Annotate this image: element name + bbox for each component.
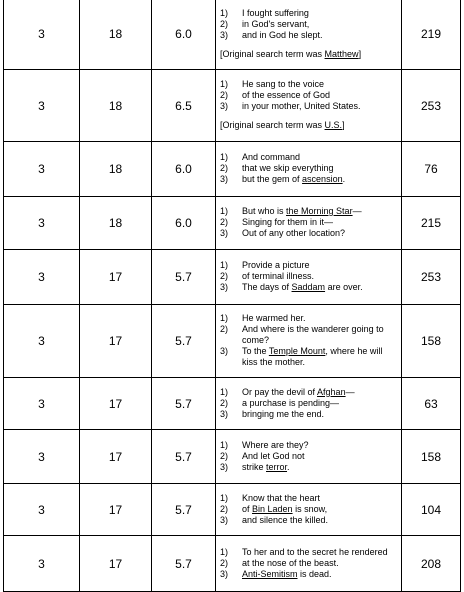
line-text: . — [342, 174, 346, 184]
poem-cell — [216, 197, 402, 250]
poem-line — [220, 163, 397, 174]
line-text: But who is — [242, 206, 287, 216]
cell-c2: 17 — [80, 250, 152, 305]
poem-cell — [216, 305, 402, 378]
line-text: He sang to the voice — [242, 79, 325, 89]
line-text: in God's servant, — [242, 18, 310, 29]
line-text: but the gem of — [242, 174, 303, 184]
cell-c3: 6.0 — [152, 0, 216, 70]
line-text: Where are they? — [242, 439, 309, 450]
poem-cell — [216, 430, 402, 484]
line-number: 2) — [220, 271, 229, 281]
line-number: 3) — [220, 282, 229, 292]
line-text: are over. — [325, 282, 363, 292]
line-text: And let God not — [242, 450, 305, 461]
poem-line — [220, 504, 397, 515]
line-number: 1) — [220, 386, 229, 397]
line-text: a purchase is pending— — [242, 397, 340, 408]
cell-c5: 76 — [402, 142, 461, 197]
cell-c1: 3 — [4, 197, 80, 250]
line-text: I fought suffering — [242, 7, 309, 18]
cell-c2: 18 — [80, 0, 152, 70]
cell-c5: 215 — [402, 197, 461, 250]
search-term: Temple Mount — [268, 346, 326, 356]
line-number: 1) — [220, 206, 229, 216]
cell-c1: 3 — [4, 536, 80, 592]
line-number: 3) — [220, 101, 229, 111]
cell-c3: 5.7 — [152, 430, 216, 484]
line-number: 2) — [220, 90, 229, 100]
table-row — [4, 484, 461, 536]
line-text: and silence the killed. — [242, 514, 329, 525]
search-term: Saddam — [291, 282, 326, 292]
original-search-note — [220, 49, 397, 60]
table-row — [4, 70, 461, 142]
line-number: 3) — [220, 228, 229, 238]
poem-line — [220, 101, 397, 112]
poem-line — [220, 90, 397, 101]
cell-c5: 219 — [402, 0, 461, 70]
cell-c2: 17 — [80, 430, 152, 484]
poem-line — [220, 515, 397, 526]
line-text: Know that the heart — [242, 492, 321, 503]
original-search-note — [220, 120, 397, 131]
line-text: is dead. — [297, 568, 332, 579]
cell-c2: 17 — [80, 305, 152, 378]
line-text: And command — [242, 152, 301, 162]
line-number: 1) — [220, 79, 229, 89]
line-text: is snow, — [292, 503, 328, 514]
poem-line — [220, 260, 397, 271]
line-number: 2) — [220, 217, 229, 227]
poem-line — [220, 206, 397, 217]
line-text: of terminal illness. — [242, 271, 315, 281]
line-text: — — [352, 206, 362, 216]
poem-line — [220, 324, 397, 346]
poem-cell — [216, 70, 402, 142]
cell-c3: 5.7 — [152, 378, 216, 430]
line-text: Out of any other location? — [242, 228, 346, 238]
search-term: the Morning Star — [286, 206, 353, 216]
poem-line — [220, 451, 397, 462]
results-table — [3, 0, 461, 592]
poem-line — [220, 558, 397, 569]
poem-line — [220, 30, 397, 41]
cell-c2: 17 — [80, 484, 152, 536]
cell-c3: 5.7 — [152, 536, 216, 592]
cell-c1: 3 — [4, 142, 80, 197]
line-number: 1) — [220, 439, 229, 450]
line-number: 2) — [220, 397, 229, 408]
table-row — [4, 250, 461, 305]
line-text: To her and to the secret he rendered — [242, 546, 388, 557]
line-number: 1) — [220, 546, 229, 557]
original-term: Matthew — [324, 48, 359, 59]
poem-cell — [216, 378, 402, 430]
line-text: , where he will kiss the mother. — [242, 346, 383, 367]
cell-c3: 5.7 — [152, 305, 216, 378]
line-number: 3) — [220, 174, 229, 184]
table-row — [4, 305, 461, 378]
poem-cell — [216, 250, 402, 305]
cell-c3: 5.7 — [152, 484, 216, 536]
table-row — [4, 536, 461, 592]
cell-c1: 3 — [4, 70, 80, 142]
line-number: 2) — [220, 163, 229, 173]
table-row — [4, 142, 461, 197]
cell-c2: 17 — [80, 378, 152, 430]
line-text: in your mother, United States. — [242, 101, 361, 111]
line-text: To the — [242, 346, 269, 356]
poem-cell — [216, 536, 402, 592]
cell-c5: 253 — [402, 70, 461, 142]
poem-line — [220, 398, 397, 409]
cell-c5: 158 — [402, 430, 461, 484]
cell-c2: 18 — [80, 142, 152, 197]
cell-c2: 18 — [80, 70, 152, 142]
poem-line — [220, 569, 397, 580]
line-text: of — [242, 503, 253, 514]
line-text: . — [287, 461, 290, 472]
search-term: terror — [266, 461, 288, 472]
cell-c1: 3 — [4, 305, 80, 378]
line-number: 3) — [220, 568, 229, 579]
line-number: 3) — [220, 29, 229, 40]
cell-c3: 6.5 — [152, 70, 216, 142]
poem-line — [220, 282, 397, 293]
search-term: Bin Laden — [252, 503, 293, 514]
cell-c1: 3 — [4, 0, 80, 70]
note-suffix: ] — [358, 48, 362, 59]
poem-line — [220, 217, 397, 228]
poem-line — [220, 19, 397, 30]
search-term: ascension — [302, 174, 343, 184]
cell-c2: 17 — [80, 536, 152, 592]
cell-c3: 6.0 — [152, 197, 216, 250]
line-number: 1) — [220, 260, 229, 270]
poem-line — [220, 409, 397, 420]
cell-c3: 5.7 — [152, 250, 216, 305]
cell-c1: 3 — [4, 250, 80, 305]
poem-line — [220, 462, 397, 473]
table-row — [4, 197, 461, 250]
poem-line — [220, 387, 397, 398]
cell-c3: 6.0 — [152, 142, 216, 197]
line-text: and in God he slept. — [242, 29, 323, 40]
poem-cell — [216, 142, 402, 197]
line-text: Or pay the devil of — [242, 386, 318, 397]
line-text: Singing for them in it— — [242, 217, 334, 227]
note-prefix: [Original search term was — [220, 48, 325, 59]
cell-c2: 18 — [80, 197, 152, 250]
line-number: 1) — [220, 152, 229, 162]
cell-c5: 104 — [402, 484, 461, 536]
poem-line — [220, 174, 397, 185]
line-text: strike — [242, 461, 267, 472]
line-number: 1) — [220, 492, 229, 503]
line-text: He warmed her. — [242, 313, 306, 323]
line-text: The days of — [242, 282, 292, 292]
line-number: 3) — [220, 346, 229, 356]
line-text: bringing me the end. — [242, 408, 325, 419]
line-number: 3) — [220, 461, 229, 472]
line-number: 2) — [220, 18, 229, 29]
line-text: Provide a picture — [242, 260, 310, 270]
table-row — [4, 378, 461, 430]
line-number: 1) — [220, 313, 229, 323]
line-number: 3) — [220, 408, 229, 419]
poem-line — [220, 8, 397, 19]
line-number: 2) — [220, 324, 229, 334]
poem-line — [220, 79, 397, 90]
poem-line — [220, 493, 397, 504]
poem-cell — [216, 0, 402, 70]
line-text: that we skip everything — [242, 163, 334, 173]
note-prefix: [Original search term was — [220, 120, 325, 130]
table-row — [4, 0, 461, 70]
line-text: at the nose of the beast. — [242, 557, 339, 568]
cell-c5: 63 — [402, 378, 461, 430]
line-number: 3) — [220, 514, 229, 525]
line-text: of the essence of God — [242, 90, 331, 100]
poem-line — [220, 440, 397, 451]
original-term: U.S. — [324, 120, 343, 130]
poem-line — [220, 346, 397, 368]
cell-c1: 3 — [4, 430, 80, 484]
line-number: 2) — [220, 557, 229, 568]
search-term: Anti-Semitism — [242, 568, 298, 579]
poem-cell — [216, 484, 402, 536]
poem-line — [220, 313, 397, 324]
line-text: And where is the wanderer going to come? — [242, 324, 384, 345]
poem-line — [220, 271, 397, 282]
line-number: 2) — [220, 503, 229, 514]
poem-line — [220, 547, 397, 558]
poem-line — [220, 152, 397, 163]
cell-c5: 253 — [402, 250, 461, 305]
table-row — [4, 430, 461, 484]
note-suffix: ] — [342, 120, 345, 130]
cell-c1: 3 — [4, 378, 80, 430]
line-number: 2) — [220, 450, 229, 461]
cell-c5: 208 — [402, 536, 461, 592]
search-term: Afghan — [317, 386, 346, 397]
line-text: — — [345, 386, 355, 397]
line-number: 1) — [220, 7, 229, 18]
cell-c1: 3 — [4, 484, 80, 536]
poem-line — [220, 228, 397, 239]
cell-c5: 158 — [402, 305, 461, 378]
